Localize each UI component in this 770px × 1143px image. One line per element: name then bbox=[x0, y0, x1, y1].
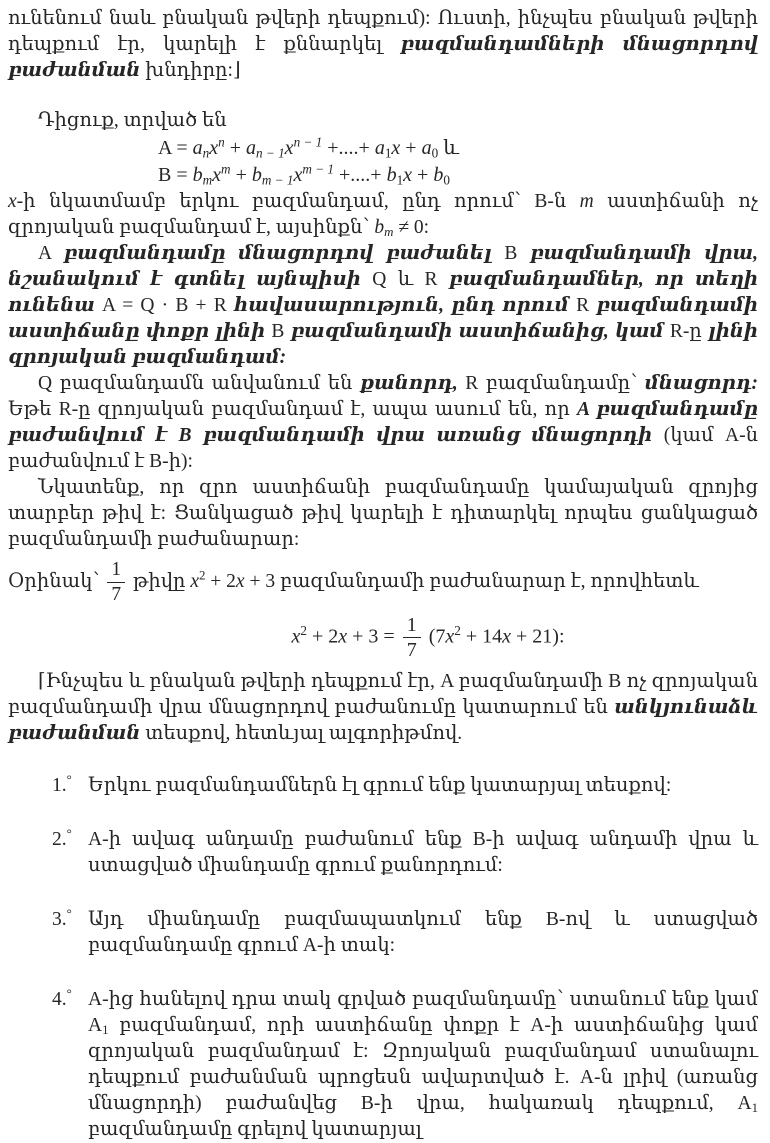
text-run: տեսքով, հետևյալ ալգորիթմով. bbox=[140, 723, 463, 745]
list-item-text bbox=[88, 775, 671, 796]
text-run: x bbox=[284, 137, 294, 159]
text-run: A = Q · B + R bbox=[102, 295, 234, 316]
text-run: x bbox=[190, 570, 199, 592]
text-run: x bbox=[291, 625, 301, 648]
text-run: m bbox=[579, 191, 594, 212]
text-run: բազմանդամի աստիճանից, կամ bbox=[290, 321, 670, 342]
text-run: 1 bbox=[102, 1023, 109, 1038]
fraction-numerator: 1 bbox=[111, 559, 122, 580]
list-item bbox=[8, 907, 758, 959]
text-run: բազմանդամների մնացորդով բաժանման bbox=[8, 34, 758, 81]
text-run: x bbox=[8, 191, 17, 212]
text-run: Q և R bbox=[372, 269, 449, 290]
text-run: աստիճանի ոչ զրոյական բազմանդամ է, այսինքն՝ bbox=[8, 191, 758, 238]
text-run: A bbox=[38, 243, 64, 264]
text-run: + 3 բազմանդամի բաժանարար է, որովհետև bbox=[244, 570, 699, 592]
list-item bbox=[8, 987, 758, 1143]
text-run: b bbox=[386, 164, 397, 186]
list-item-number: 3.° bbox=[52, 906, 72, 931]
text-run: + 21): bbox=[511, 625, 565, 648]
text-run: +....+ bbox=[322, 137, 375, 159]
text-run: Նկատենք, որ զրո աստիճանի բազմանդամը կամայական զրոյից տարբեր թիվ է: Ցանկացած թիվ կարելի է դիտարկել որպես ցանկացած բազմանդամի բաժանարար: bbox=[8, 477, 758, 550]
list-item-number: 2.° bbox=[52, 826, 72, 851]
paragraph bbox=[8, 108, 758, 134]
formula-line bbox=[158, 162, 758, 188]
text-run: A = bbox=[158, 137, 193, 159]
text-run: + 3 = bbox=[347, 625, 400, 648]
text-run: (կամ A-ն բաժանվում է B-ի): bbox=[8, 425, 758, 472]
text-run: լինի զրոյական բազմանդամ: bbox=[8, 321, 759, 368]
text-run: b bbox=[433, 164, 444, 186]
paragraph bbox=[8, 669, 758, 747]
degree-mark: ° bbox=[66, 906, 72, 921]
text-run: 1 bbox=[751, 1101, 758, 1116]
text-run: a bbox=[374, 137, 385, 159]
text-run: x bbox=[235, 570, 245, 592]
text-run: b bbox=[251, 164, 262, 186]
paragraph bbox=[8, 475, 758, 553]
text-run: 1 bbox=[396, 172, 404, 188]
list-item-text bbox=[88, 829, 758, 876]
text-run: n bbox=[202, 145, 210, 161]
text-run: m bbox=[202, 172, 213, 188]
text-run: և bbox=[438, 137, 459, 159]
list-item bbox=[8, 773, 758, 799]
text-run: + bbox=[400, 137, 422, 159]
text-run: բազմանդամի աստիճանը փոքր լինի bbox=[8, 295, 759, 342]
text-run: բազմանդամը գրելով կատարյալ bbox=[88, 1119, 422, 1141]
text-run: (7 bbox=[423, 625, 446, 648]
list-item-text bbox=[88, 989, 758, 1140]
text-run: Երկու բազմանդամներն էլ գրում ենք կատարյալ տեսքով: bbox=[88, 775, 672, 797]
text-run: m − 1 bbox=[302, 161, 334, 177]
fraction bbox=[403, 614, 421, 662]
paragraph bbox=[8, 189, 758, 241]
formula-line bbox=[98, 614, 758, 662]
text-run: a bbox=[421, 137, 432, 159]
list-item-text bbox=[88, 909, 758, 956]
text-run: հավասարություն, ընդ որում bbox=[233, 295, 577, 316]
list-item-number: 1.° bbox=[52, 772, 72, 797]
text-run: + bbox=[224, 137, 246, 159]
text-run: Եթե R-ը զրոյական բազմանդամ է, ապա ասում են, որ bbox=[8, 399, 577, 420]
text-run: x bbox=[403, 164, 413, 186]
text-run: բազմանդամի վրա, նշանակում է գտնել այնպիսի bbox=[8, 243, 758, 290]
text-run: 0 bbox=[431, 145, 439, 161]
text-run: + bbox=[412, 164, 434, 186]
text-run: a bbox=[245, 137, 256, 159]
text-run: +....+ bbox=[334, 164, 387, 186]
text-run: Q բազմանդամն անվանում են bbox=[38, 373, 360, 394]
degree-mark: ° bbox=[66, 772, 72, 787]
text-run: x bbox=[391, 137, 401, 159]
text-run: քանորդ, bbox=[359, 373, 458, 394]
algorithm-list bbox=[8, 773, 758, 1143]
text-run: m − 1 bbox=[261, 172, 294, 188]
text-run: 2 bbox=[198, 568, 206, 583]
text-run: x bbox=[502, 625, 512, 648]
text-run: ունենում նաև բնական թվերի դեպքում): Ուստի, ինչպես բնական թվերի դեպքում էր, կարելի է քննարկել bbox=[8, 8, 758, 55]
text-run: n − 1 bbox=[293, 134, 323, 150]
list-item-number: 4.° bbox=[52, 986, 72, 1011]
text-run: 0 bbox=[443, 172, 450, 188]
text-run: թիվը bbox=[128, 570, 191, 592]
text-run: + 2 bbox=[306, 625, 339, 648]
paragraph bbox=[8, 371, 758, 475]
text-run: բազմանդամը մնացորդով բաժանել bbox=[63, 243, 505, 264]
text-run: R-ը bbox=[669, 321, 708, 342]
formula-line bbox=[158, 135, 758, 161]
text-run: x bbox=[212, 164, 222, 186]
paragraph bbox=[8, 6, 758, 84]
text-run: անկյունաձև բաժանման bbox=[8, 697, 758, 745]
text-run: A բազմանդամը բաժանվում է B բազմանդամի վրա առանց մնացորդի bbox=[8, 399, 758, 446]
text-run: R բազմանդամը՝ bbox=[457, 373, 645, 394]
text-run: m bbox=[221, 161, 231, 177]
text-run: մնացորդ: bbox=[644, 373, 758, 394]
text-run: 2 bbox=[454, 622, 461, 638]
degree-mark: ° bbox=[66, 826, 72, 841]
text-run: -ի նկատմամբ երկու բազմանդամ, ընդ որում՝ B-ն bbox=[16, 191, 580, 212]
text-run: ≠ 0: bbox=[393, 217, 430, 238]
text-run: R bbox=[576, 295, 597, 316]
text-run: B bbox=[504, 243, 530, 264]
text-run: A-ից հանելով դրա տակ գրված բազմանդամը՝ ստանում ենք կամ A bbox=[88, 989, 758, 1037]
fraction-denominator: 7 bbox=[403, 637, 421, 661]
fraction-numerator: 1 bbox=[406, 613, 417, 636]
text-run: Այդ միանդամը բազմապատկում ենք B-ով և ստացված բազմանդամը գրում A-ի տակ: bbox=[88, 909, 758, 957]
text-run: + 2 bbox=[205, 570, 236, 592]
text-run: 2 bbox=[300, 622, 307, 638]
text-run: ⌈Ինչպես և բնական թվերի դեպքում էր, A բազմանդամի B ոչ զրոյական բազմանդամի վրա մնացորդով բաժանումը կատարում են bbox=[8, 671, 758, 719]
text-run: b bbox=[374, 217, 385, 238]
text-run: A-ի ավագ անդամը բաժանում ենք B-ի ավագ անդամի վրա և ստացված միանդամը գրում քանորդում: bbox=[88, 829, 758, 877]
fraction-denominator: 7 bbox=[107, 582, 125, 606]
text-run: բազմանդամներ, որ տեղի ունենա bbox=[8, 269, 759, 316]
text-run: x bbox=[338, 625, 348, 648]
text-run: 1 bbox=[384, 145, 392, 161]
text-run: բազմանդամ, որի աստիճանը փոքր է A-ի աստիճանից կամ զրոյական բազմանդամ է: Զրոյական բազմանդամ ստանալու դեպքում բաժանման պրոցեսն ավարտված է. A-ն լրիվ (առանց մնացորդի) բաժանվեց B-ի վրա, հակառակ դեպքում, A bbox=[88, 1015, 758, 1115]
text-run: B bbox=[271, 321, 291, 342]
text-run: x bbox=[209, 137, 219, 159]
text-run: x bbox=[445, 625, 455, 648]
text-run: Օրինակ՝ bbox=[8, 570, 105, 592]
text-run: a bbox=[192, 137, 203, 159]
degree-mark: ° bbox=[66, 986, 72, 1001]
text-run: x bbox=[293, 164, 303, 186]
text-run: n − 1 bbox=[255, 145, 285, 161]
text-run: Դիցուք, տրված են bbox=[38, 110, 227, 131]
paragraph bbox=[8, 559, 758, 606]
text-run: m bbox=[384, 225, 394, 240]
fraction bbox=[107, 559, 125, 606]
text-run: + 14 bbox=[460, 625, 503, 648]
text-run: խնդիրը:⌋ bbox=[140, 60, 241, 81]
paragraph bbox=[8, 241, 758, 371]
document-text bbox=[8, 6, 758, 1143]
text-run: b bbox=[192, 164, 203, 186]
text-run: B = bbox=[158, 164, 193, 186]
text-run: + bbox=[230, 164, 252, 186]
list-item bbox=[8, 827, 758, 879]
text-run: n bbox=[218, 134, 225, 150]
